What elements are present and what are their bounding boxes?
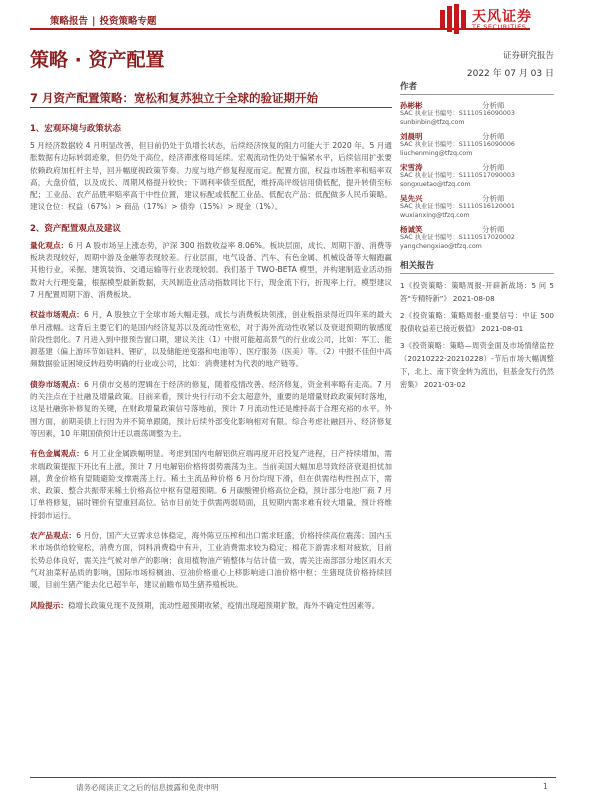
related-report-link[interactable] — [400, 339, 554, 391]
paragraph-bond — [30, 379, 392, 440]
paragraph-lead: 农产品观点： — [30, 531, 77, 541]
author-sac: SAC 执业证书编号：S1110517020002 — [400, 234, 515, 241]
authors-heading: 作者 — [400, 80, 554, 95]
report-type: 证券研究报告 — [502, 51, 554, 61]
author-role: 分析师 — [482, 194, 505, 203]
author-card — [400, 193, 554, 220]
breadcrumb-topic: 投资策略专题 — [99, 16, 157, 27]
footer-disclaimer: 请务必阅读正文之后的信息披露和免责申明 — [76, 783, 219, 792]
report-subtitle: 7 月资产配置策略：宽松和复苏独立于全球的验证期开始 — [30, 91, 319, 105]
related-report-title: 3《投资策略：策略—周资金面及市场情绪监控（20210222-20210228）-节后市场大幅调整下，北上、南下资金转为流出，但基金发行仍然密集》 — [400, 341, 554, 389]
author-email: songxuetao@tfzq.com — [400, 180, 471, 188]
author-email: wuxianxing@tfzq.com — [400, 211, 470, 219]
breadcrumb-category: 策略报告 — [50, 16, 89, 27]
paragraph-lead: 权益市场观点： — [30, 310, 84, 320]
paragraph-text: 稳增长政策兑现不及预期，流动性超预期收紧，疫情出现超预期扩散，海外不确定性因素等。 — [67, 600, 380, 610]
related-report-link[interactable] — [400, 309, 554, 335]
paragraph-text: 6 月债市交易的逻辑在于经济的修复，随着疫情改善、经济修复，资金利率略有走高。7 月的关注点在于社融及增量政策。目前来看，预计央行行动不会太超意外，重要的是增量财政政策何时落地，这是社融弥补修复的关键，在财政增量政策信号落地前，预计 7 月流动性还是维持高于合理充裕的水平。外围方面，前期美债上行因为并不简单跟随，预计后续外部变化影响相对有限。综合考虑社融回升、经济修复等因素，10 年期国债预计还以震荡调整为主。 — [30, 379, 392, 438]
paragraph-lead: 债券市场观点： — [30, 379, 85, 389]
paragraph-text: 6 月 A 股市场呈上涨态势，沪深 300 指数收益率 8.06%。板块层面，成长、周期下游、消费等板块表现较好，周期中游及金融等表现较差。行业层面，电气设备、汽车、有色金属、机械设备等大幅跑赢其他行业，采掘、建筑装饰、交通运输等行业表现较弱。我们基于 TWO-BETA 模型，并构建制造业活动指数对大行理变量，根据模型最新数据，天风制造业活动指数同比下行，现金流下行，折现率上行，模型建议 7 月配置周期下游、消费板块。 — [30, 240, 393, 299]
author-sac: SAC 执业证书编号：S1110516090006 — [400, 141, 515, 148]
author-email: yangchengxiao@tfzq.com — [400, 242, 482, 250]
paragraph-equity — [30, 309, 392, 370]
brand-name-cn: 天风证券 — [472, 9, 532, 25]
author-card — [400, 131, 554, 158]
paragraph-lead: 有色金属观点： — [30, 449, 84, 459]
author-name: 杨诚笑 — [400, 225, 423, 234]
paragraph-lead: 量化观点： — [30, 240, 69, 250]
author-email: sunbinbin@tfzq.com — [400, 118, 465, 126]
author-email: liuchenming@tfzq.com — [400, 149, 473, 157]
author-role: 分析师 — [482, 163, 505, 172]
paragraph-agri — [30, 530, 392, 591]
related-report-link[interactable] — [400, 279, 554, 305]
page-title: 策略 · 资产配置 — [30, 49, 165, 71]
brand-mark-icon — [440, 4, 468, 34]
subtitle-bar — [30, 88, 392, 108]
author-card — [400, 224, 554, 251]
breadcrumb — [50, 13, 157, 27]
related-report-date: 2021-03-02 — [423, 380, 466, 389]
breadcrumb-separator: | — [92, 16, 96, 27]
footer-rule — [30, 777, 556, 778]
section-heading-macro: 1、宏观环境与政策状态 — [30, 124, 121, 134]
author-role: 分析师 — [482, 132, 505, 141]
paragraph-quant — [30, 240, 392, 301]
author-name: 吴先兴 — [400, 194, 423, 203]
section-heading-allocation: 2、资产配置观点及建议 — [30, 223, 121, 234]
paragraph-risk — [30, 600, 392, 612]
related-report-title: 2《投资策略：策略周报-重要信号：中证 500 股债收益差已接近极值》 — [400, 311, 554, 333]
author-role: 分析师 — [482, 101, 505, 110]
related-report-date: 2021-08-08 — [452, 294, 495, 303]
paragraph-text: 6 月，A 股独立于全球市场大幅走强，成长与消费板块领涨，创业板指录得近四年来的最大单月涨幅。这背后主要它们的是国内经济复苏以及流动性宽松，对于海外流动性收紧以及衰退预期的敏感度阶段性弱化。7 月进入到中报预告窗口期，建议关注（1）中报可能超高景气的行业或公司，比如：军工、能源基建（偏上游环节如硅料、锂矿，以及储能逆变器和电池等）、医疗服务（医美）等。（2）中报不佳但中高频数据验证困境反转趋势明确的行业或公司，比如：消费建材为代表的地产链等。 — [30, 310, 392, 369]
page-number: 1 — [543, 782, 548, 791]
author-sac: SAC 执业证书编号：S1110517090003 — [400, 172, 515, 179]
author-name: 孙彬彬 — [400, 101, 423, 110]
paragraph-text: 6 月份，国产大豆需求总体稳定，海外陈豆压榨和出口需求旺盛，价格持续高位震荡；国内玉米市场供给较宽松，消费方面，饲料消费稳中有升，工业消费需求较为稳定；棉花下游需求相对疲软，目前长势总体良好，需关注气候对单产的影响；食用植物油产销整体与估计值一致，需关注南部部分地区雨水天气对油菜籽品质的影响，国际市场棕榈油、豆油价格重心上移影响进口油价格中枢；生猪现货价格持续回暖，目前生猪产能去化已超半年，建议前瞻布局生猪养殖板块。 — [30, 531, 392, 590]
author-sac: SAC 执业证书编号：S1110516120001 — [400, 203, 515, 210]
report-date: 2022 年 07 月 03 日 — [466, 69, 554, 79]
paragraph-metals — [30, 448, 392, 522]
sidebar — [400, 78, 554, 395]
related-report-date: 2021-08-01 — [481, 324, 524, 333]
author-card — [400, 162, 554, 189]
paragraph-lead: 风险提示： — [30, 600, 68, 610]
author-sac: SAC 执业证书编号：S1110516090003 — [400, 110, 515, 117]
brand-logo — [440, 2, 600, 38]
related-report-title: 1《投资策略：策略周报-开辟新战场：5 问 5 答“专精特新”》 — [400, 281, 554, 303]
related-reports — [400, 259, 554, 391]
brand-name-en: TF SECURITIES — [472, 23, 527, 31]
main-content — [30, 116, 392, 620]
related-heading: 相关报告 — [400, 259, 554, 274]
author-name: 宋雪涛 — [400, 163, 423, 172]
author-name: 刘晨明 — [400, 132, 423, 141]
paragraph-macro — [30, 140, 392, 214]
author-card — [400, 100, 554, 127]
paragraph-text: 5 月经济数据较 4 月明显改善，但目前仍处于负增长状态，后续经济恢复的阻力可能大于 2020 年。5 月通胀数据有边际转弱迹象，但仍处于高位，经济滞涨格局延续。宏观流动性仍处于偏紧水平，后续信用扩张要依赖政府加杠杆主导，回升幅度视政策节奏、力度与地产修复程度而定。配置方面，权益市场胜率和赔率双高，大盘价值，以及成长、周期风格提升较快；下调利率债至低配，维持高评级信用债低配，提升转债至标配；工业品、农产品胜率赔率高于中性位置，建议标配或低配工业品、低配农产品；低配做多人民币策略。建议仓位：权益（67%）> 商品（17%）> 债券（15%）> 现金（1%）。 — [30, 141, 392, 212]
paragraph-text: 6 月工业金属跌幅明显。考虑到国内电解铝供应端再度开启投复产进程，日产持续增加，需求端政策提振下环比有上涨，预计 7 月电解铝价格将弱势震荡为主。当前美国大幅加息导致经济衰退担忧加剧，黄金价格有望随避险支撑震荡上行。稀土主流品种价格 6 月份均现下滑，但在供需结构性拐点下，需求、政策、整合共振带来稀土价格高位中枢有望超预期。6 月碳酸锂价格高位企稳，预计部分电池厂商 7 月订单将修复，届时锂价有望重回高位。钴市目前处于供需两弱局面，且短期内需求难有较大增量，预计将维持弱市运行。 — [30, 449, 392, 520]
author-role: 分析师 — [482, 225, 505, 234]
